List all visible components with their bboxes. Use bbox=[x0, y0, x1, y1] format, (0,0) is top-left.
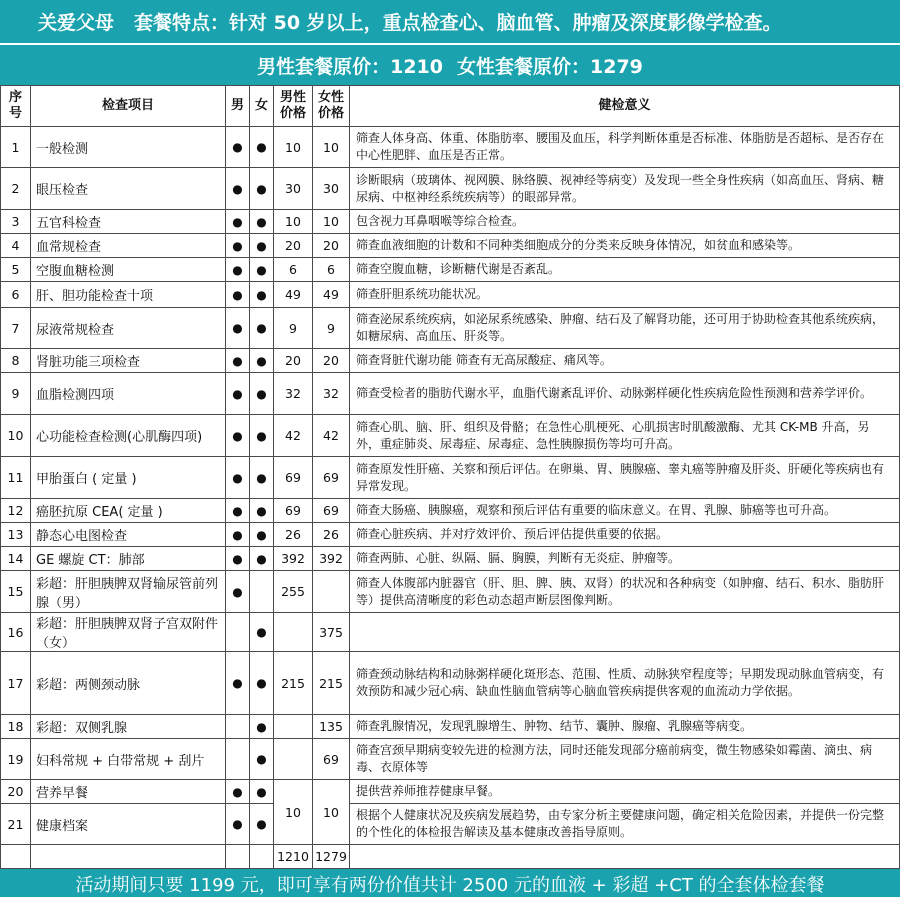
row-male-mark: ● bbox=[226, 499, 250, 523]
price-banner bbox=[0, 45, 900, 85]
row-no: 14 bbox=[1, 547, 31, 571]
female-original-price: 女性套餐原价：1279 bbox=[457, 55, 643, 78]
row-female-mark: ● bbox=[250, 804, 274, 845]
row-meaning: 筛查泌尿系统疾病，如泌尿系统感染、肿瘤、结石及了解肾功能，还可用于协助检查其他系统疾病，如糖尿病、高血压、肝炎等。 bbox=[350, 308, 900, 349]
row-no: 2 bbox=[1, 168, 31, 210]
row-female-price: 32 bbox=[313, 373, 350, 415]
row-male-price bbox=[274, 613, 313, 652]
row-female-mark: ● bbox=[250, 234, 274, 258]
row-male-price: 49 bbox=[274, 282, 313, 308]
row-item: 血常规检查 bbox=[31, 234, 226, 258]
row-female-mark: ● bbox=[250, 308, 274, 349]
row-female-price: 10 bbox=[313, 127, 350, 168]
row-no: 16 bbox=[1, 613, 31, 652]
row-meaning: 筛查两肺、心脏、纵隔、膈、胸膜，判断有无炎症、肿瘤等。 bbox=[350, 547, 900, 571]
row-item: 眼压检查 bbox=[31, 168, 226, 210]
row-female-price bbox=[313, 571, 350, 613]
row-item: 彩超：肝胆胰脾双肾输尿管前列腺（男） bbox=[31, 571, 226, 613]
row-male-price: 20 bbox=[274, 349, 313, 373]
promo-text: 活动期间只要 1199 元，即可享有两份价值共计 2500 元的血液 + 彩超 +CT 的全套体检套餐 bbox=[75, 874, 825, 896]
table-row bbox=[1, 234, 900, 258]
male-original-price: 男性套餐原价：1210 bbox=[257, 55, 443, 78]
row-female-mark: ● bbox=[250, 652, 274, 715]
row-female-mark: ● bbox=[250, 457, 274, 499]
row-item: 彩超：肝胆胰脾双肾子宫双附件（女） bbox=[31, 613, 226, 652]
row-male-price: 69 bbox=[274, 457, 313, 499]
promo-footer bbox=[0, 869, 900, 897]
row-no: 18 bbox=[1, 715, 31, 739]
row-female-mark: ● bbox=[250, 282, 274, 308]
header-banner bbox=[0, 0, 900, 43]
row-female-mark: ● bbox=[250, 715, 274, 739]
row-no: 9 bbox=[1, 373, 31, 415]
row-female-price: 30 bbox=[313, 168, 350, 210]
row-meaning: 筛查血液细胞的计数和不同种类细胞成分的分类来反映身体情况，如贫血和感染等。 bbox=[350, 234, 900, 258]
row-no: 7 bbox=[1, 308, 31, 349]
row-no: 3 bbox=[1, 210, 31, 234]
female-total: 1279 bbox=[313, 845, 350, 869]
table-row bbox=[1, 780, 900, 804]
row-female-mark: ● bbox=[250, 523, 274, 547]
row-male-mark: ● bbox=[226, 282, 250, 308]
row-male-mark: ● bbox=[226, 258, 250, 282]
row-male-mark: ● bbox=[226, 457, 250, 499]
row-female-price: 135 bbox=[313, 715, 350, 739]
row-male-price: 9 bbox=[274, 308, 313, 349]
row-no: 4 bbox=[1, 234, 31, 258]
row-item: 肝、胆功能检查十项 bbox=[31, 282, 226, 308]
table-row bbox=[1, 613, 900, 652]
row-item: 空腹血糖检测 bbox=[31, 258, 226, 282]
row-meaning: 筛查空腹血糖，诊断糖代谢是否紊乱。 bbox=[350, 258, 900, 282]
row-female-price: 42 bbox=[313, 415, 350, 457]
row-male-mark: ● bbox=[226, 308, 250, 349]
row-item: 甲胎蛋白 ( 定量 ) bbox=[31, 457, 226, 499]
row-male-price: 69 bbox=[274, 499, 313, 523]
table-row bbox=[1, 457, 900, 499]
row-meaning: 提供营养师推荐健康早餐。 bbox=[350, 780, 900, 804]
row-no: 6 bbox=[1, 282, 31, 308]
row-meaning: 筛查乳腺情况，发现乳腺增生、肿物、结节、囊肿、腺瘤、乳腺癌等病变。 bbox=[350, 715, 900, 739]
row-male-price: 6 bbox=[274, 258, 313, 282]
header-female-price: 女性价格 bbox=[313, 86, 350, 127]
table-row bbox=[1, 715, 900, 739]
row-item: 健康档案 bbox=[31, 804, 226, 845]
row-no: 12 bbox=[1, 499, 31, 523]
row-female-mark: ● bbox=[250, 739, 274, 780]
table-row bbox=[1, 571, 900, 613]
header-female: 女 bbox=[250, 86, 274, 127]
row-item: 彩超：两侧颈动脉 bbox=[31, 652, 226, 715]
row-female-price: 69 bbox=[313, 457, 350, 499]
row-meaning: 筛查心脏疾病、并对疗效评价、预后评估提供重要的依据。 bbox=[350, 523, 900, 547]
row-male-mark: ● bbox=[226, 349, 250, 373]
row-male-price: 10 bbox=[274, 127, 313, 168]
table-row bbox=[1, 258, 900, 282]
row-meaning: 诊断眼病（玻璃体、视网膜、脉络膜、视神经等病变）及发现一些全身性疾病（如高血压、肾病、糖尿病、中枢神经系统疾病等）的眼部异常。 bbox=[350, 168, 900, 210]
row-male-mark bbox=[226, 715, 250, 739]
row-female-price: 69 bbox=[313, 739, 350, 780]
row-female-mark: ● bbox=[250, 373, 274, 415]
package-features: 套餐特点：针对 50 岁以上，重点检查心、脑血管、肿瘤及深度影像学检查。 bbox=[134, 12, 782, 34]
header-male-price: 男性价格 bbox=[274, 86, 313, 127]
row-male-price bbox=[274, 715, 313, 739]
table-header-row bbox=[1, 86, 900, 127]
row-meaning: 筛查肾脏代谢功能 筛查有无高尿酸症、痛风等。 bbox=[350, 349, 900, 373]
row-male-mark: ● bbox=[226, 804, 250, 845]
row-female-price: 49 bbox=[313, 282, 350, 308]
row-no: 13 bbox=[1, 523, 31, 547]
row-male-mark: ● bbox=[226, 547, 250, 571]
table-row bbox=[1, 739, 900, 780]
row-item: 肾脏功能三项检查 bbox=[31, 349, 226, 373]
row-meaning: 筛查原发性肝癌、关察和预后评估。在卵巢、胃、胰腺癌、睾丸癌等肿瘤及肝炎、肝硬化等疾病也有异常发现。 bbox=[350, 457, 900, 499]
row-male-mark: ● bbox=[226, 780, 250, 804]
table-row bbox=[1, 282, 900, 308]
table-row bbox=[1, 499, 900, 523]
row-item: 彩超：双侧乳腺 bbox=[31, 715, 226, 739]
header-item: 检查项目 bbox=[31, 86, 226, 127]
row-male-mark: ● bbox=[226, 415, 250, 457]
row-male-price: 30 bbox=[274, 168, 313, 210]
row-male-mark: ● bbox=[226, 571, 250, 613]
row-meaning: 筛查颈动脉结构和动脉粥样硬化斑形态、范围、性质、动脉狭窄程度等；早期发现动脉血管病变，有效预防和减少冠心病、缺血性脑血管病等心脑血管疾病提供客观的血流动力学依据。 bbox=[350, 652, 900, 715]
row-male-mark: ● bbox=[226, 127, 250, 168]
table-row bbox=[1, 804, 900, 845]
row-item: GE 螺旋 CT：肺部 bbox=[31, 547, 226, 571]
row-female-price: 10 bbox=[313, 780, 350, 845]
row-item: 妇科常规 + 白带常规 + 刮片 bbox=[31, 739, 226, 780]
table-row bbox=[1, 547, 900, 571]
row-male-mark: ● bbox=[226, 652, 250, 715]
header-male: 男 bbox=[226, 86, 250, 127]
row-female-price: 69 bbox=[313, 499, 350, 523]
row-male-price: 20 bbox=[274, 234, 313, 258]
row-female-price: 9 bbox=[313, 308, 350, 349]
checkup-table bbox=[0, 85, 900, 869]
row-no: 15 bbox=[1, 571, 31, 613]
row-item: 血脂检测四项 bbox=[31, 373, 226, 415]
row-female-price: 375 bbox=[313, 613, 350, 652]
row-female-mark: ● bbox=[250, 780, 274, 804]
row-male-mark: ● bbox=[226, 523, 250, 547]
table-row bbox=[1, 210, 900, 234]
row-female-mark: ● bbox=[250, 210, 274, 234]
row-male-price: 392 bbox=[274, 547, 313, 571]
row-female-mark: ● bbox=[250, 127, 274, 168]
header-meaning: 健检意义 bbox=[350, 86, 900, 127]
male-total: 1210 bbox=[274, 845, 313, 869]
table-row bbox=[1, 308, 900, 349]
row-meaning: 筛查大肠癌、胰腺癌，观察和预后评估有重要的临床意义。在胃、乳腺、肺癌等也可升高。 bbox=[350, 499, 900, 523]
row-male-mark: ● bbox=[226, 373, 250, 415]
row-meaning: 筛查心肌、脑、肝、组织及骨骼；在急性心肌梗死、心肌损害时肌酸激酶、尤其 CK-MB 升高，另外，重症肺炎、尿毒症、尿毒症、急性胰腺损伤等均可升高。 bbox=[350, 415, 900, 457]
row-male-price: 26 bbox=[274, 523, 313, 547]
row-female-price: 10 bbox=[313, 210, 350, 234]
row-female-mark: ● bbox=[250, 547, 274, 571]
row-male-price: 255 bbox=[274, 571, 313, 613]
table-row bbox=[1, 652, 900, 715]
row-female-mark: ● bbox=[250, 613, 274, 652]
header-no: 序号 bbox=[1, 86, 31, 127]
row-no: 1 bbox=[1, 127, 31, 168]
row-male-price: 10 bbox=[274, 780, 313, 845]
row-male-mark: ● bbox=[226, 210, 250, 234]
package-name: 关爱父母 bbox=[38, 12, 115, 34]
row-female-price: 26 bbox=[313, 523, 350, 547]
row-no: 5 bbox=[1, 258, 31, 282]
row-item: 癌胚抗原 CEA( 定量 ) bbox=[31, 499, 226, 523]
row-female-mark: ● bbox=[250, 499, 274, 523]
row-meaning bbox=[350, 613, 900, 652]
table-row bbox=[1, 127, 900, 168]
row-no: 19 bbox=[1, 739, 31, 780]
row-meaning: 筛查肝胆系统功能状况。 bbox=[350, 282, 900, 308]
row-item: 一般检测 bbox=[31, 127, 226, 168]
row-item: 营养早餐 bbox=[31, 780, 226, 804]
row-female-mark: ● bbox=[250, 168, 274, 210]
table-row bbox=[1, 523, 900, 547]
row-item: 尿液常规检查 bbox=[31, 308, 226, 349]
row-item: 静态心电图检查 bbox=[31, 523, 226, 547]
row-male-price: 32 bbox=[274, 373, 313, 415]
row-male-price bbox=[274, 739, 313, 780]
row-no: 8 bbox=[1, 349, 31, 373]
row-item: 五官科检查 bbox=[31, 210, 226, 234]
row-meaning: 筛查受检者的脂肪代谢水平，血脂代谢紊乱评价、动脉粥样硬化性疾病危险性预测和营养学评价。 bbox=[350, 373, 900, 415]
totals-row bbox=[1, 845, 900, 869]
row-meaning: 包含视力耳鼻咽喉等综合检查。 bbox=[350, 210, 900, 234]
table-row bbox=[1, 168, 900, 210]
row-male-mark: ● bbox=[226, 234, 250, 258]
row-no: 17 bbox=[1, 652, 31, 715]
row-male-mark bbox=[226, 739, 250, 780]
row-male-price: 42 bbox=[274, 415, 313, 457]
row-meaning: 根据个人健康状况及疾病发展趋势，由专家分析主要健康问题，确定相关危险因素，并提供一份完整的个性化的体检报告解读及基本健康改善指导原则。 bbox=[350, 804, 900, 845]
row-female-mark: ● bbox=[250, 415, 274, 457]
table-row bbox=[1, 349, 900, 373]
table-row bbox=[1, 373, 900, 415]
table-row bbox=[1, 415, 900, 457]
row-female-mark: ● bbox=[250, 349, 274, 373]
row-male-price: 215 bbox=[274, 652, 313, 715]
row-meaning: 筛查人体身高、体重、体脂肪率、腰围及血压，科学判断体重是否标准、体脂肪是否超标、是否存在中心性肥胖、血压是否正常。 bbox=[350, 127, 900, 168]
row-female-price: 20 bbox=[313, 349, 350, 373]
row-female-price: 215 bbox=[313, 652, 350, 715]
row-meaning: 筛查人体腹部内脏器官（肝、胆、脾、胰、双肾）的状况和各种病变（如肿瘤、结石、积水、脂肪肝等）提供高清晰度的彩色动态超声断层图像判断。 bbox=[350, 571, 900, 613]
row-no: 20 bbox=[1, 780, 31, 804]
row-item: 心功能检查检测(心肌酶四项) bbox=[31, 415, 226, 457]
row-female-price: 20 bbox=[313, 234, 350, 258]
row-male-mark: ● bbox=[226, 168, 250, 210]
row-female-price: 392 bbox=[313, 547, 350, 571]
row-meaning: 筛查宫颈早期病变较先进的检测方法，同时还能发现部分癌前病变，微生物感染如霉菌、滴虫、病毒、衣原体等 bbox=[350, 739, 900, 780]
row-no: 10 bbox=[1, 415, 31, 457]
row-female-mark bbox=[250, 571, 274, 613]
row-female-mark: ● bbox=[250, 258, 274, 282]
row-no: 21 bbox=[1, 804, 31, 845]
row-female-price: 6 bbox=[313, 258, 350, 282]
row-no: 11 bbox=[1, 457, 31, 499]
row-male-mark bbox=[226, 613, 250, 652]
row-male-price: 10 bbox=[274, 210, 313, 234]
